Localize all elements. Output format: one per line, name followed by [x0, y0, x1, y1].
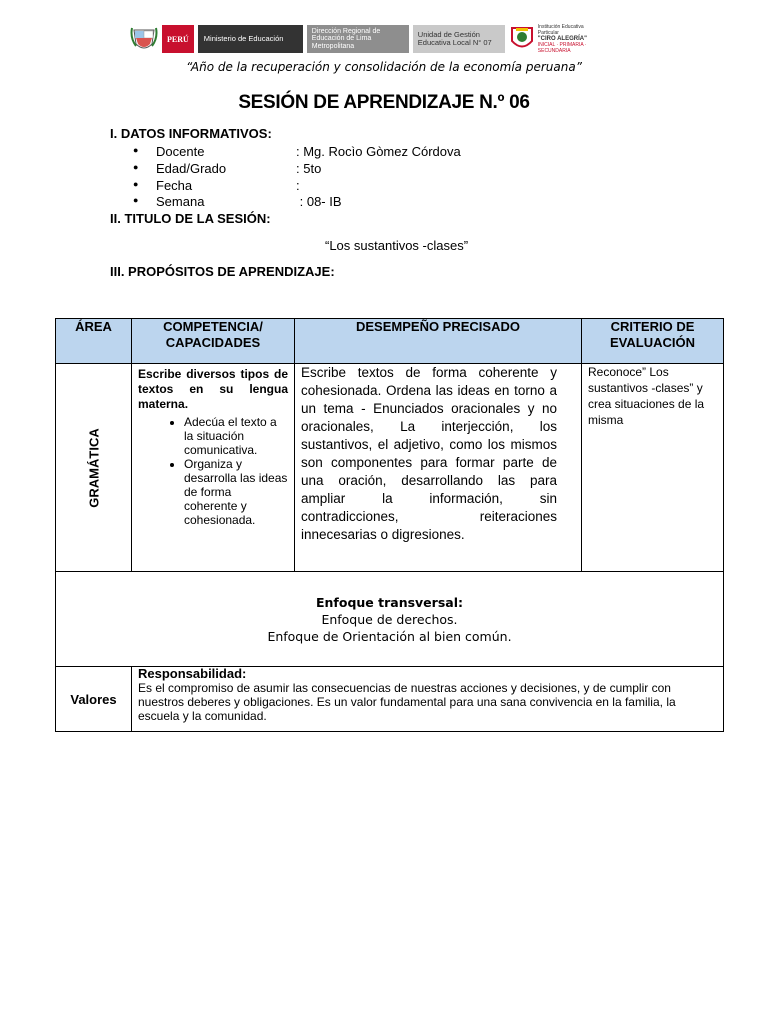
valores-label: Valores — [56, 667, 132, 732]
area-cell — [56, 364, 132, 572]
enfoque-line: Enfoque de Orientación al bien común. — [267, 628, 512, 644]
bullet-icon: ● — [133, 195, 139, 205]
info-label: Edad/Grado — [156, 161, 227, 176]
header-competencia: COMPETENCIA/ CAPACIDADES — [132, 319, 295, 364]
session-title: “Los sustantivos -clases” — [325, 238, 469, 253]
table-header-row — [56, 319, 724, 364]
propositos-table — [55, 318, 724, 732]
header-criterio: CRITERIO DE EVALUACIÓN — [582, 319, 724, 364]
info-label: Fecha — [156, 178, 193, 193]
motto: “Año de la recuperación y consolidación de la economía peruana” — [186, 60, 582, 74]
desempeno-cell: Escribe textos de forma coherente y cohesionada. Ordena las ideas en torno a un tema - Enunciados oracionales y no oracionales, La interjección, los sustantivos, el adjetivo, como los mismos son componentes para formar parte de una oración, desarrollando las para ampliar la información, sin contradicciones, reiteraciones innecesarias o digresiones. — [295, 364, 582, 572]
peru-coat-of-arms-icon — [130, 24, 158, 54]
list-item: • Adecúa el texto a la situación comunicativa. — [184, 415, 288, 457]
area-label: GRAMÁTICA — [86, 427, 101, 508]
peru-label: PERÚ — [162, 25, 194, 53]
info-value: : 5to — [296, 161, 322, 176]
info-value: : Mg. Rocìo Gòmez Córdova — [296, 144, 461, 159]
enfoque-row — [56, 572, 724, 667]
section-datos: I. DATOS INFORMATIVOS: — [110, 126, 272, 141]
valores-title: Responsabilidad: — [138, 666, 247, 681]
valores-text: Es el compromiso de asumir las consecuencias de nuestras acciones y decisiones, y de cumplir con nuestros deberes y obligaciones. Es un valor fundamental para una sana convivencia en la familia, la escuela y la comunidad. — [138, 681, 676, 723]
dre-label: Dirección Regional de Educación de Lima Metropolitana — [307, 25, 409, 53]
bullet-icon: ● — [133, 179, 139, 189]
enfoque-title: Enfoque transversal: — [315, 594, 463, 610]
criterio-cell: Reconoce” Los sustantivos -clases” y crea situaciones de la misma — [582, 364, 724, 572]
valores-row — [56, 667, 724, 732]
enfoque-line: Enfoque de derechos. — [321, 611, 458, 627]
info-value: : — [296, 178, 300, 193]
ministerio-label: Ministerio de Educación — [198, 25, 303, 53]
school-logo — [509, 24, 606, 54]
capacidades-list — [138, 415, 288, 527]
bullet-icon: ● — [133, 145, 139, 155]
list-item: • Organiza y desarrolla las ideas de forma coherente y cohesionada. — [184, 457, 288, 527]
ugel-label: Unidad de Gestión Educativa Local N° 07 — [413, 25, 505, 53]
header-desempeno: DESEMPEÑO PRECISADO — [295, 319, 582, 364]
info-label: Semana — [156, 194, 205, 209]
school-crest-icon — [509, 25, 535, 53]
school-text: Institución Educativa Particular "CIRO ALEGRÍA" INICIAL · PRIMARIA · SECUNDARIA — [537, 24, 587, 54]
bullet-icon: ● — [133, 162, 139, 172]
section-titulo: II. TITULO DE LA SESIÓN: — [110, 211, 271, 226]
competencia-title: Escribe diversos tipos de textos en su lengua materna. — [138, 367, 288, 411]
info-label: Docente — [156, 144, 205, 159]
page-title: SESIÓN DE APRENDIZAJE N.º 06 — [238, 92, 530, 113]
table-row — [56, 364, 724, 572]
header-area: ÁREA — [56, 319, 132, 364]
header-logos — [130, 22, 645, 56]
competencia-cell — [132, 364, 295, 572]
section-propositos: III. PROPÓSITOS DE APRENDIZAJE: — [110, 264, 335, 279]
info-value: : 08- IB — [296, 194, 342, 209]
valores-cell — [132, 667, 724, 732]
enfoque-cell — [56, 572, 724, 667]
